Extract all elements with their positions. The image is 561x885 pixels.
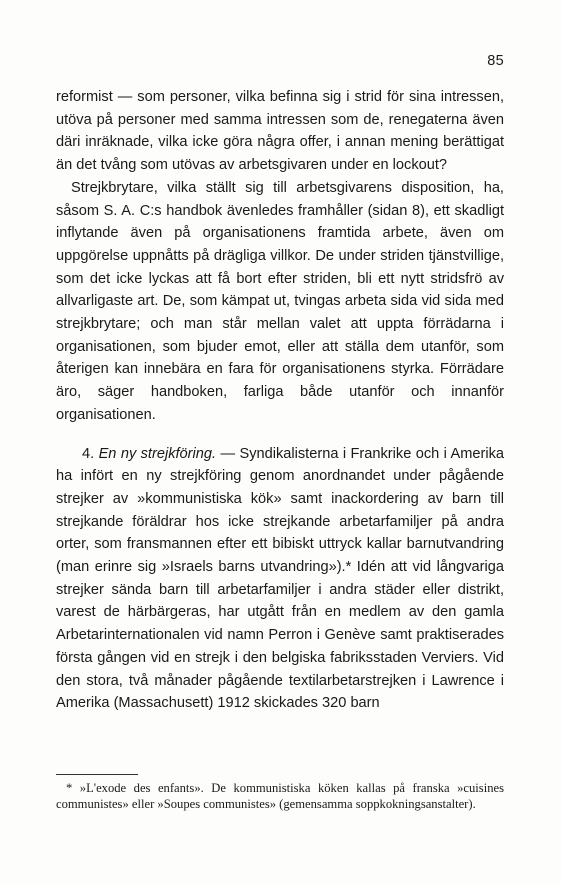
section-dash: — (220, 445, 236, 462)
body-text (56, 86, 504, 715)
footnote-divider (56, 774, 138, 775)
section-title: En ny strejkföring. (98, 445, 217, 462)
section-new-strike-tactics (56, 443, 504, 715)
page-number: 85 (487, 53, 504, 69)
footnote: * »L'exode des enfants». De kommunistiska köken kallas på franska »cuisines communistes» eller »Soupes communistes» (gemensamma soppkokningsanstalter). (56, 781, 504, 812)
paragraph-strikebreakers: Strejkbrytare, vilka ställt sig till arbetsgivarens disposition, ha, såsom S. A. C:s handbok ävenledes framhåller (sidan 8), ett skadligt inflytande även på organisationens framtida arbete, även om uppgörelse uppnåtts på drägliga villkor. De under striden tjänstvillige, som det icke lyckas att få bort efter striden, bli ett nytt stridsfrö av allvarligaste art. De, som kämpat ut, tvingas arbeta sida vid sida med strejkbrytare; och man står mellan valet att uppta förrädarna i organisationen, som bjuder emot, eller att ställa dem utanför, som återigen kan innebära en fara för organisationens styrka. Förrädare äro, säger handboken, farliga både utanför och innanför organisationen. (56, 179, 504, 423)
paragraph-continuation: reformist — som personer, vilka befinna sig i strid för sina intressen, utöva på personer med samma intressen som de, renegaterna även däri inräknade, vilka icke göra några offer, i annan mening berättigat än det tvång som utövas av arbetsgivaren under en lockout? (56, 89, 504, 174)
section-text: Syndikalisterna i Frankrike och i Amerika ha infört en ny strejkföring genom anordnandet under pågående strejker av »kommunistiska kök» samt inackordering av barn till strejkande föräldrar hos icke strejkande arbetarfamiljer på andra orter, som fransmannen efter ett bibiskt uttryck kallar barnutvandring (man erinre sig »Israels barns utvandring»).* Idén att vid långvariga strejker sända barn till arbetarfamiljer i andra städer eller distrikt, varest de härbärgeras, har utgått från en medlem av den gamla Arbetarinternationalen vid namn Perron i Genève samt praktiserades första gången vid en strejk i den belgiska fabriksstaden Verviers. Vid den stora, två månader pågående textilarbetarstrejken i Lawrence i Amerika (Massachusett) 1912 skickades 320 barn (56, 445, 504, 712)
section-number: 4. (82, 445, 95, 462)
